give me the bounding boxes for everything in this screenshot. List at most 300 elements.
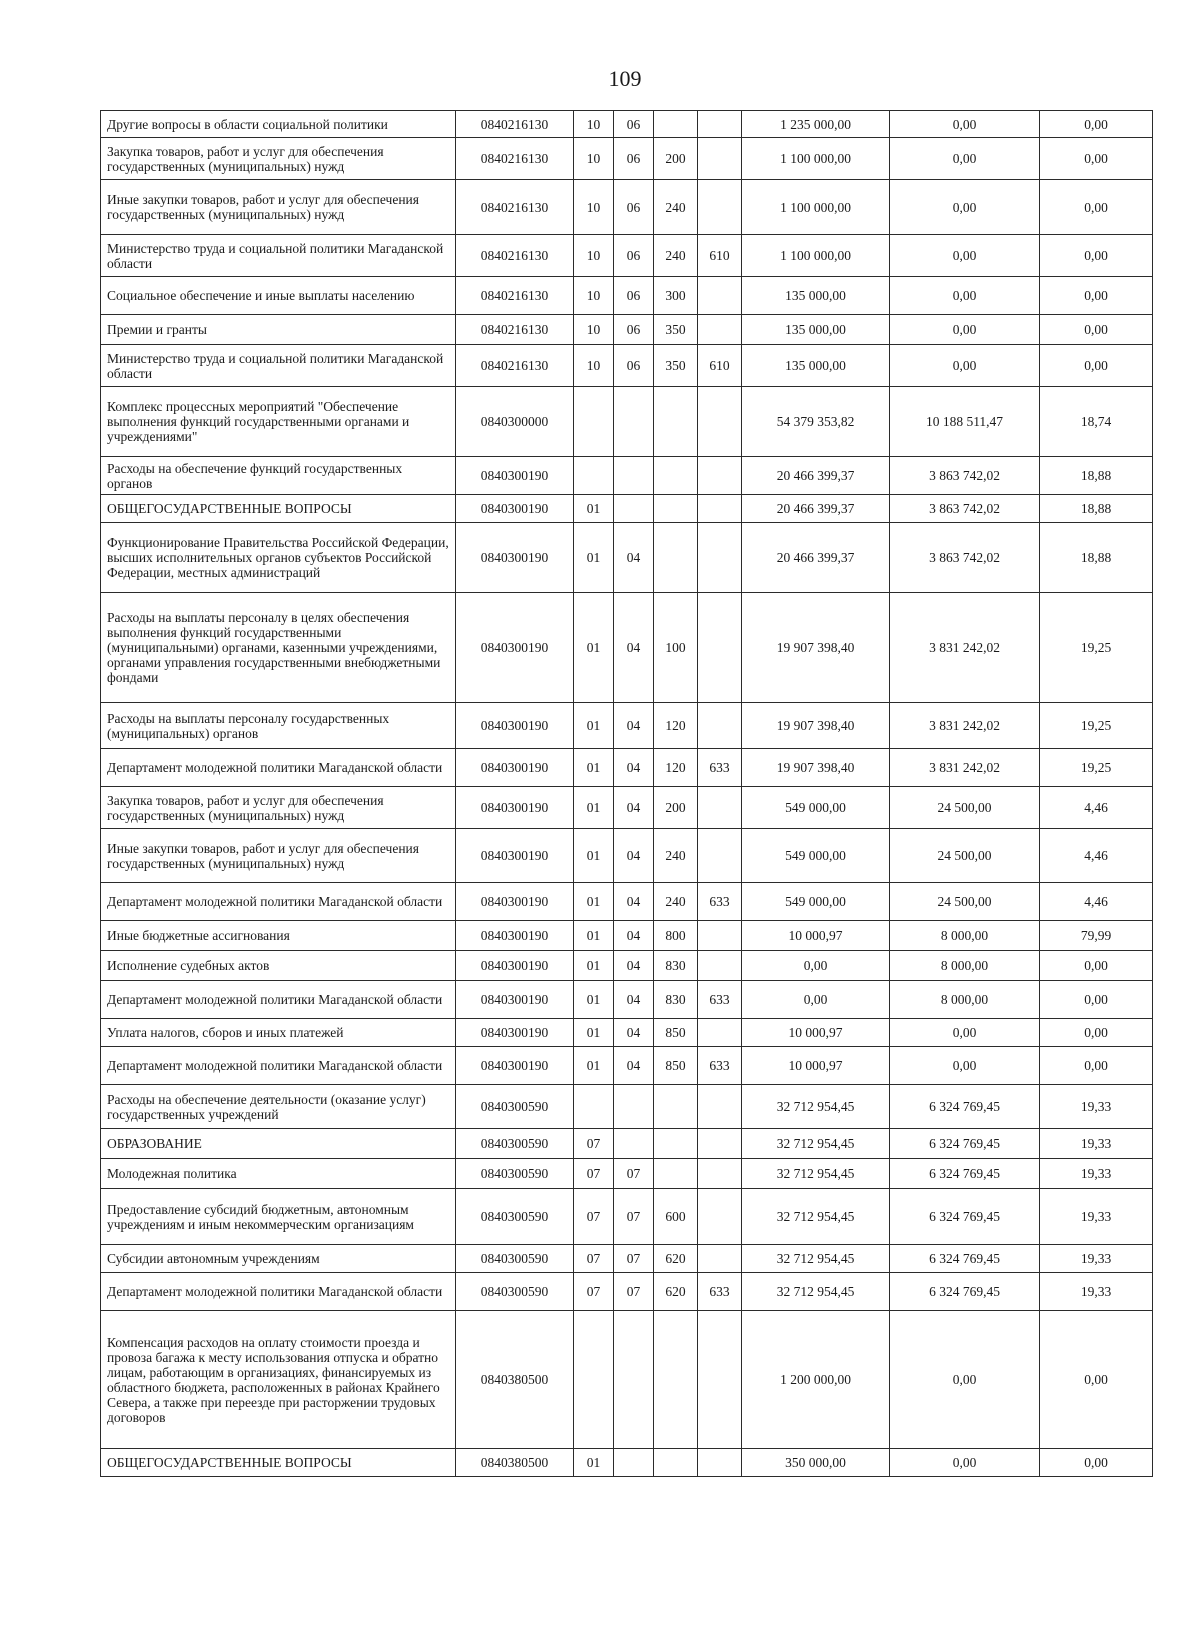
planned-amount-cell: 1 100 000,00	[742, 180, 890, 235]
table-row	[101, 345, 1153, 387]
table-row	[101, 1019, 1153, 1047]
target-code-cell: 0840216130	[456, 138, 574, 180]
execution-percent-cell: 0,00	[1040, 1449, 1153, 1477]
expense-type-cell: 830	[654, 981, 698, 1019]
table-row	[101, 593, 1153, 703]
subsection-cell: 06	[614, 235, 654, 277]
row-name-cell: Премии и гранты	[101, 315, 456, 345]
executed-amount-cell: 24 500,00	[890, 829, 1040, 883]
execution-percent-cell: 19,33	[1040, 1129, 1153, 1159]
executed-amount-cell: 0,00	[890, 315, 1040, 345]
executed-amount-cell: 8 000,00	[890, 981, 1040, 1019]
section-cell	[574, 387, 614, 457]
subsection-cell: 06	[614, 111, 654, 138]
section-cell: 01	[574, 593, 614, 703]
execution-percent-cell: 0,00	[1040, 180, 1153, 235]
row-name-cell: Компенсация расходов на оплату стоимости проезда и провоза багажа к месту использования отпуска и обратно лицам, работающим в организациях, финансируемых из областного бюджета, расположенных в районах Крайнего Севера, а также при переезде при расторжении трудовых договоров	[101, 1311, 456, 1449]
executed-amount-cell: 6 324 769,45	[890, 1159, 1040, 1189]
expense-type-cell: 620	[654, 1245, 698, 1273]
execution-percent-cell: 4,46	[1040, 883, 1153, 921]
subsection-cell: 04	[614, 1047, 654, 1085]
planned-amount-cell: 1 200 000,00	[742, 1311, 890, 1449]
executed-amount-cell: 0,00	[890, 1047, 1040, 1085]
table-row	[101, 457, 1153, 495]
expense-type-cell: 100	[654, 593, 698, 703]
row-name-cell: Молодежная политика	[101, 1159, 456, 1189]
section-cell: 07	[574, 1245, 614, 1273]
row-name-cell: Департамент молодежной политики Магаданской области	[101, 1047, 456, 1085]
executed-amount-cell: 6 324 769,45	[890, 1129, 1040, 1159]
expense-type-cell	[654, 1159, 698, 1189]
target-code-cell: 0840216130	[456, 180, 574, 235]
executed-amount-cell: 0,00	[890, 111, 1040, 138]
subsection-cell: 06	[614, 315, 654, 345]
executed-amount-cell: 10 188 511,47	[890, 387, 1040, 457]
expense-type-cell	[654, 457, 698, 495]
section-cell: 10	[574, 180, 614, 235]
administrator-cell	[698, 387, 742, 457]
execution-percent-cell: 19,33	[1040, 1189, 1153, 1245]
target-code-cell: 0840300190	[456, 883, 574, 921]
administrator-cell	[698, 180, 742, 235]
target-code-cell: 0840300190	[456, 787, 574, 829]
target-code-cell: 0840300190	[456, 921, 574, 951]
table-row	[101, 387, 1153, 457]
planned-amount-cell: 32 712 954,45	[742, 1245, 890, 1273]
table-row	[101, 111, 1153, 138]
executed-amount-cell: 3 863 742,02	[890, 523, 1040, 593]
planned-amount-cell: 20 466 399,37	[742, 495, 890, 523]
target-code-cell: 0840300190	[456, 1019, 574, 1047]
executed-amount-cell: 6 324 769,45	[890, 1245, 1040, 1273]
target-code-cell: 0840300190	[456, 981, 574, 1019]
execution-percent-cell: 19,33	[1040, 1245, 1153, 1273]
subsection-cell: 04	[614, 921, 654, 951]
row-name-cell: Департамент молодежной политики Магаданской области	[101, 981, 456, 1019]
target-code-cell: 0840380500	[456, 1449, 574, 1477]
subsection-cell	[614, 495, 654, 523]
table-row	[101, 1311, 1153, 1449]
table-row	[101, 315, 1153, 345]
expense-type-cell: 120	[654, 703, 698, 749]
executed-amount-cell: 6 324 769,45	[890, 1273, 1040, 1311]
subsection-cell: 06	[614, 138, 654, 180]
target-code-cell: 0840300590	[456, 1129, 574, 1159]
execution-percent-cell: 19,25	[1040, 749, 1153, 787]
section-cell: 01	[574, 495, 614, 523]
section-cell: 01	[574, 1019, 614, 1047]
execution-percent-cell: 18,88	[1040, 457, 1153, 495]
executed-amount-cell: 0,00	[890, 345, 1040, 387]
execution-percent-cell: 19,25	[1040, 703, 1153, 749]
row-name-cell: Исполнение судебных актов	[101, 951, 456, 981]
executed-amount-cell: 6 324 769,45	[890, 1189, 1040, 1245]
execution-percent-cell: 18,88	[1040, 495, 1153, 523]
administrator-cell: 610	[698, 345, 742, 387]
table-row	[101, 921, 1153, 951]
administrator-cell	[698, 495, 742, 523]
planned-amount-cell: 20 466 399,37	[742, 457, 890, 495]
planned-amount-cell: 135 000,00	[742, 277, 890, 315]
page-number: 109	[608, 66, 642, 91]
expense-type-cell: 830	[654, 951, 698, 981]
expense-type-cell: 850	[654, 1019, 698, 1047]
section-cell	[574, 1085, 614, 1129]
target-code-cell: 0840216130	[456, 345, 574, 387]
execution-percent-cell: 0,00	[1040, 235, 1153, 277]
section-cell: 01	[574, 951, 614, 981]
administrator-cell	[698, 523, 742, 593]
target-code-cell: 0840216130	[456, 235, 574, 277]
table-row	[101, 495, 1153, 523]
section-cell: 10	[574, 345, 614, 387]
target-code-cell: 0840300590	[456, 1273, 574, 1311]
row-name-cell: ОБЩЕГОСУДАРСТВЕННЫЕ ВОПРОСЫ	[101, 1449, 456, 1477]
target-code-cell: 0840300190	[456, 523, 574, 593]
row-name-cell: Иные закупки товаров, работ и услуг для обеспечения государственных (муниципальных) нужд	[101, 180, 456, 235]
section-cell: 07	[574, 1189, 614, 1245]
execution-percent-cell: 18,74	[1040, 387, 1153, 457]
target-code-cell: 0840300190	[456, 1047, 574, 1085]
section-cell: 10	[574, 111, 614, 138]
executed-amount-cell: 24 500,00	[890, 883, 1040, 921]
execution-percent-cell: 0,00	[1040, 345, 1153, 387]
row-name-cell: ОБЩЕГОСУДАРСТВЕННЫЕ ВОПРОСЫ	[101, 495, 456, 523]
executed-amount-cell: 0,00	[890, 1019, 1040, 1047]
target-code-cell: 0840300590	[456, 1245, 574, 1273]
planned-amount-cell: 32 712 954,45	[742, 1189, 890, 1245]
execution-percent-cell: 0,00	[1040, 315, 1153, 345]
table-row	[101, 1085, 1153, 1129]
planned-amount-cell: 1 100 000,00	[742, 235, 890, 277]
executed-amount-cell: 0,00	[890, 138, 1040, 180]
execution-percent-cell: 0,00	[1040, 1047, 1153, 1085]
section-cell: 07	[574, 1129, 614, 1159]
expense-type-cell: 620	[654, 1273, 698, 1311]
expense-type-cell: 120	[654, 749, 698, 787]
target-code-cell: 0840300190	[456, 749, 574, 787]
administrator-cell: 633	[698, 981, 742, 1019]
subsection-cell: 04	[614, 749, 654, 787]
administrator-cell	[698, 315, 742, 345]
subsection-cell	[614, 1129, 654, 1159]
section-cell	[574, 1311, 614, 1449]
administrator-cell	[698, 1449, 742, 1477]
subsection-cell: 04	[614, 829, 654, 883]
execution-percent-cell: 0,00	[1040, 1019, 1153, 1047]
expense-type-cell: 800	[654, 921, 698, 951]
expense-type-cell: 240	[654, 829, 698, 883]
execution-percent-cell: 0,00	[1040, 1311, 1153, 1449]
administrator-cell	[698, 951, 742, 981]
subsection-cell: 04	[614, 883, 654, 921]
execution-percent-cell: 4,46	[1040, 787, 1153, 829]
executed-amount-cell: 6 324 769,45	[890, 1085, 1040, 1129]
execution-percent-cell: 0,00	[1040, 111, 1153, 138]
row-name-cell: Социальное обеспечение и иные выплаты населению	[101, 277, 456, 315]
subsection-cell: 07	[614, 1189, 654, 1245]
row-name-cell: Закупка товаров, работ и услуг для обеспечения государственных (муниципальных) нужд	[101, 138, 456, 180]
planned-amount-cell: 10 000,97	[742, 921, 890, 951]
administrator-cell	[698, 277, 742, 315]
execution-percent-cell: 79,99	[1040, 921, 1153, 951]
target-code-cell: 0840300190	[456, 593, 574, 703]
row-name-cell: Комплекс процессных мероприятий "Обеспечение выполнения функций государственными органами и учреждениями"	[101, 387, 456, 457]
subsection-cell: 07	[614, 1245, 654, 1273]
row-name-cell: Департамент молодежной политики Магаданской области	[101, 883, 456, 921]
planned-amount-cell: 10 000,97	[742, 1019, 890, 1047]
administrator-cell	[698, 1085, 742, 1129]
expense-type-cell: 350	[654, 315, 698, 345]
table-row	[101, 1245, 1153, 1273]
planned-amount-cell: 32 712 954,45	[742, 1159, 890, 1189]
subsection-cell: 06	[614, 277, 654, 315]
expense-type-cell: 200	[654, 787, 698, 829]
executed-amount-cell: 0,00	[890, 1311, 1040, 1449]
row-name-cell: Субсидии автономным учреждениям	[101, 1245, 456, 1273]
section-cell: 01	[574, 1449, 614, 1477]
execution-percent-cell: 19,33	[1040, 1273, 1153, 1311]
planned-amount-cell: 32 712 954,45	[742, 1085, 890, 1129]
row-name-cell: ОБРАЗОВАНИЕ	[101, 1129, 456, 1159]
administrator-cell: 633	[698, 1047, 742, 1085]
administrator-cell	[698, 1311, 742, 1449]
administrator-cell	[698, 1129, 742, 1159]
expense-type-cell: 200	[654, 138, 698, 180]
administrator-cell	[698, 829, 742, 883]
table-row	[101, 829, 1153, 883]
target-code-cell: 0840300190	[456, 829, 574, 883]
execution-percent-cell: 4,46	[1040, 829, 1153, 883]
executed-amount-cell: 0,00	[890, 180, 1040, 235]
administrator-cell	[698, 457, 742, 495]
row-name-cell: Министерство труда и социальной политики Магаданской области	[101, 345, 456, 387]
subsection-cell: 04	[614, 1019, 654, 1047]
table-row	[101, 138, 1153, 180]
subsection-cell: 04	[614, 523, 654, 593]
row-name-cell: Другие вопросы в области социальной политики	[101, 111, 456, 138]
row-name-cell: Уплата налогов, сборов и иных платежей	[101, 1019, 456, 1047]
planned-amount-cell: 32 712 954,45	[742, 1129, 890, 1159]
execution-percent-cell: 19,25	[1040, 593, 1153, 703]
planned-amount-cell: 0,00	[742, 951, 890, 981]
table-body	[101, 111, 1153, 1477]
subsection-cell: 04	[614, 703, 654, 749]
expense-type-cell: 240	[654, 180, 698, 235]
table-row	[101, 787, 1153, 829]
section-cell: 01	[574, 703, 614, 749]
subsection-cell: 04	[614, 981, 654, 1019]
subsection-cell	[614, 387, 654, 457]
table-row	[101, 1189, 1153, 1245]
administrator-cell	[698, 1019, 742, 1047]
planned-amount-cell: 0,00	[742, 981, 890, 1019]
administrator-cell	[698, 593, 742, 703]
table-row	[101, 180, 1153, 235]
planned-amount-cell: 54 379 353,82	[742, 387, 890, 457]
administrator-cell: 633	[698, 749, 742, 787]
row-name-cell: Иные закупки товаров, работ и услуг для обеспечения государственных (муниципальных) нужд	[101, 829, 456, 883]
subsection-cell	[614, 1085, 654, 1129]
section-cell: 10	[574, 315, 614, 345]
table-row	[101, 235, 1153, 277]
table-row	[101, 1273, 1153, 1311]
row-name-cell: Расходы на обеспечение функций государственных органов	[101, 457, 456, 495]
planned-amount-cell: 135 000,00	[742, 315, 890, 345]
target-code-cell: 0840300590	[456, 1085, 574, 1129]
execution-percent-cell: 19,33	[1040, 1085, 1153, 1129]
target-code-cell: 0840300190	[456, 703, 574, 749]
target-code-cell: 0840300190	[456, 495, 574, 523]
budget-table	[100, 110, 1153, 1477]
target-code-cell: 0840300190	[456, 951, 574, 981]
row-name-cell: Министерство труда и социальной политики Магаданской области	[101, 235, 456, 277]
planned-amount-cell: 19 907 398,40	[742, 593, 890, 703]
target-code-cell: 0840216130	[456, 277, 574, 315]
executed-amount-cell: 8 000,00	[890, 921, 1040, 951]
table-row	[101, 703, 1153, 749]
target-code-cell: 0840300000	[456, 387, 574, 457]
executed-amount-cell: 0,00	[890, 235, 1040, 277]
administrator-cell	[698, 921, 742, 951]
section-cell: 10	[574, 138, 614, 180]
planned-amount-cell: 549 000,00	[742, 787, 890, 829]
expense-type-cell	[654, 387, 698, 457]
target-code-cell: 0840300590	[456, 1159, 574, 1189]
expense-type-cell: 240	[654, 883, 698, 921]
executed-amount-cell: 3 863 742,02	[890, 495, 1040, 523]
executed-amount-cell: 8 000,00	[890, 951, 1040, 981]
planned-amount-cell: 32 712 954,45	[742, 1273, 890, 1311]
section-cell: 01	[574, 749, 614, 787]
execution-percent-cell: 0,00	[1040, 951, 1153, 981]
section-cell: 01	[574, 1047, 614, 1085]
table-row	[101, 277, 1153, 315]
row-name-cell: Иные бюджетные ассигнования	[101, 921, 456, 951]
section-cell: 07	[574, 1159, 614, 1189]
planned-amount-cell: 1 235 000,00	[742, 111, 890, 138]
subsection-cell: 07	[614, 1273, 654, 1311]
expense-type-cell	[654, 1311, 698, 1449]
target-code-cell: 0840380500	[456, 1311, 574, 1449]
table-row	[101, 1129, 1153, 1159]
table-row	[101, 523, 1153, 593]
section-cell: 01	[574, 883, 614, 921]
section-cell: 01	[574, 829, 614, 883]
table-row	[101, 951, 1153, 981]
execution-percent-cell: 0,00	[1040, 981, 1153, 1019]
subsection-cell	[614, 1449, 654, 1477]
section-cell: 10	[574, 235, 614, 277]
row-name-cell: Закупка товаров, работ и услуг для обеспечения государственных (муниципальных) нужд	[101, 787, 456, 829]
execution-percent-cell: 18,88	[1040, 523, 1153, 593]
executed-amount-cell: 3 831 242,02	[890, 749, 1040, 787]
expense-type-cell: 600	[654, 1189, 698, 1245]
target-code-cell: 0840216130	[456, 111, 574, 138]
administrator-cell	[698, 111, 742, 138]
planned-amount-cell: 1 100 000,00	[742, 138, 890, 180]
expense-type-cell	[654, 523, 698, 593]
expense-type-cell	[654, 1129, 698, 1159]
executed-amount-cell: 3 831 242,02	[890, 593, 1040, 703]
expense-type-cell	[654, 495, 698, 523]
subsection-cell: 04	[614, 787, 654, 829]
administrator-cell	[698, 1245, 742, 1273]
target-code-cell: 0840300590	[456, 1189, 574, 1245]
table-row	[101, 1159, 1153, 1189]
section-cell: 01	[574, 787, 614, 829]
planned-amount-cell: 20 466 399,37	[742, 523, 890, 593]
row-name-cell: Департамент молодежной политики Магаданской области	[101, 749, 456, 787]
planned-amount-cell: 19 907 398,40	[742, 703, 890, 749]
expense-type-cell: 850	[654, 1047, 698, 1085]
execution-percent-cell: 0,00	[1040, 277, 1153, 315]
administrator-cell	[698, 1159, 742, 1189]
administrator-cell: 633	[698, 883, 742, 921]
planned-amount-cell: 10 000,97	[742, 1047, 890, 1085]
planned-amount-cell: 135 000,00	[742, 345, 890, 387]
subsection-cell	[614, 457, 654, 495]
planned-amount-cell: 19 907 398,40	[742, 749, 890, 787]
table-row	[101, 883, 1153, 921]
administrator-cell	[698, 703, 742, 749]
row-name-cell: Предоставление субсидий бюджетным, автономным учреждениям и иным некоммерческим организациям	[101, 1189, 456, 1245]
section-cell	[574, 457, 614, 495]
section-cell: 07	[574, 1273, 614, 1311]
table-row	[101, 1047, 1153, 1085]
administrator-cell: 633	[698, 1273, 742, 1311]
row-name-cell: Расходы на выплаты персоналу в целях обеспечения выполнения функций государственными (муниципальными) органами, казенными учреждениями, органами управления государственными внебюджетными фондами	[101, 593, 456, 703]
subsection-cell: 04	[614, 951, 654, 981]
subsection-cell	[614, 1311, 654, 1449]
section-cell: 01	[574, 981, 614, 1019]
administrator-cell	[698, 138, 742, 180]
planned-amount-cell: 350 000,00	[742, 1449, 890, 1477]
section-cell: 10	[574, 277, 614, 315]
section-cell: 01	[574, 921, 614, 951]
subsection-cell: 06	[614, 180, 654, 235]
section-cell: 01	[574, 523, 614, 593]
execution-percent-cell: 19,33	[1040, 1159, 1153, 1189]
row-name-cell: Расходы на выплаты персоналу государственных (муниципальных) органов	[101, 703, 456, 749]
row-name-cell: Функционирование Правительства Российской Федерации, высших исполнительных органов субъектов Российской Федерации, местных администраций	[101, 523, 456, 593]
row-name-cell: Департамент молодежной политики Магаданской области	[101, 1273, 456, 1311]
administrator-cell	[698, 787, 742, 829]
target-code-cell: 0840300190	[456, 457, 574, 495]
row-name-cell: Расходы на обеспечение деятельности (оказание услуг) государственных учреждений	[101, 1085, 456, 1129]
subsection-cell: 07	[614, 1159, 654, 1189]
expense-type-cell: 240	[654, 235, 698, 277]
planned-amount-cell: 549 000,00	[742, 883, 890, 921]
subsection-cell: 06	[614, 345, 654, 387]
expense-type-cell	[654, 1085, 698, 1129]
table-row	[101, 1449, 1153, 1477]
subsection-cell: 04	[614, 593, 654, 703]
executed-amount-cell: 24 500,00	[890, 787, 1040, 829]
planned-amount-cell: 549 000,00	[742, 829, 890, 883]
executed-amount-cell: 3 863 742,02	[890, 457, 1040, 495]
executed-amount-cell: 3 831 242,02	[890, 703, 1040, 749]
expense-type-cell	[654, 1449, 698, 1477]
administrator-cell	[698, 1189, 742, 1245]
table-row	[101, 981, 1153, 1019]
executed-amount-cell: 0,00	[890, 1449, 1040, 1477]
expense-type-cell: 350	[654, 345, 698, 387]
expense-type-cell	[654, 111, 698, 138]
executed-amount-cell: 0,00	[890, 277, 1040, 315]
table-row	[101, 749, 1153, 787]
target-code-cell: 0840216130	[456, 315, 574, 345]
